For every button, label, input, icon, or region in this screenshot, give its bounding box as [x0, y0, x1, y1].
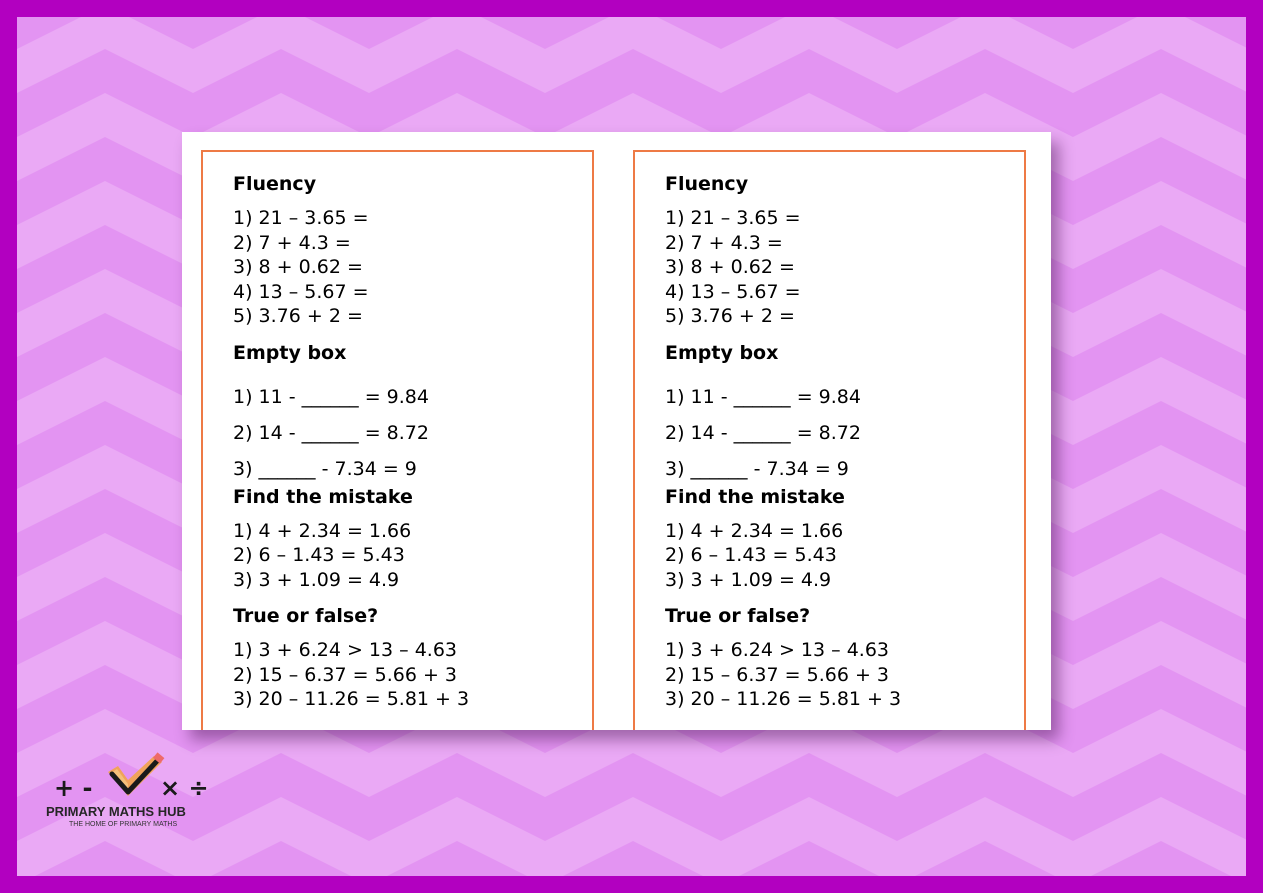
section-title-empty-box: Empty box — [233, 341, 347, 364]
section-title-true-false: True or false? — [233, 605, 379, 627]
chevron-band — [17, 841, 1246, 876]
worksheet-preview — [182, 132, 1051, 730]
question-line: 3) 8 + 0.62 = — [233, 256, 363, 278]
times-divide-symbols: × ÷ — [160, 774, 209, 802]
zigzag-background — [17, 17, 1246, 876]
section-title-find-mistake: Find the mistake — [233, 485, 413, 508]
question-line: 5) 3.76 + 2 = — [233, 305, 363, 327]
section-title-empty-box: Empty box — [665, 341, 779, 364]
question-line: 4) 13 – 5.67 = — [665, 280, 801, 303]
question-line: 3) 8 + 0.62 = — [665, 256, 795, 278]
section-title-true-false: True or false? — [665, 605, 811, 627]
question-line: 3) 20 – 11.26 = 5.81 + 3 — [665, 688, 902, 710]
question-line: 3) 3 + 1.09 = 4.9 — [233, 568, 400, 591]
worksheet-panel-right — [633, 150, 1026, 730]
question-line: 2) 7 + 4.3 = — [665, 231, 783, 254]
question-line: 3) ______ - 7.34 = 9 — [665, 457, 849, 480]
plus-minus-symbols: + - — [54, 774, 93, 802]
section-title-fluency: Fluency — [665, 173, 749, 195]
checkmark-pencil-icon — [104, 752, 166, 802]
question-line: 2) 14 - ______ = 8.72 — [665, 421, 861, 444]
question-line: 1) 4 + 2.34 = 1.66 — [233, 519, 412, 542]
worksheet-panel-left — [201, 150, 594, 730]
question-line: 2) 6 – 1.43 = 5.43 — [233, 544, 405, 566]
section-title-find-mistake: Find the mistake — [665, 485, 845, 508]
question-line: 2) 15 – 6.37 = 5.66 + 3 — [233, 663, 457, 686]
logo-brand-name: PRIMARY MATHS HUB — [46, 804, 186, 819]
question-line: 3) 3 + 1.09 = 4.9 — [665, 568, 832, 591]
question-line: 1) 3 + 6.24 > 13 – 4.63 — [233, 639, 457, 661]
question-line: 5) 3.76 + 2 = — [665, 305, 795, 327]
question-line: 3) 20 – 11.26 = 5.81 + 3 — [233, 688, 470, 710]
question-line: 2) 7 + 4.3 = — [233, 231, 351, 254]
primary-maths-hub-logo — [40, 752, 230, 832]
question-line: 1) 11 - ______ = 9.84 — [233, 385, 429, 408]
chevron-band — [17, 17, 1246, 49]
chevron-band — [17, 49, 1246, 137]
question-line: 2) 6 – 1.43 = 5.43 — [665, 544, 837, 566]
question-line: 1) 21 – 3.65 = — [233, 207, 369, 229]
question-line: 1) 21 – 3.65 = — [665, 207, 801, 229]
question-line: 1) 11 - ______ = 9.84 — [665, 385, 861, 408]
logo-tagline: THE HOME OF PRIMARY MATHS — [69, 821, 178, 828]
section-title-fluency: Fluency — [233, 173, 317, 195]
question-line: 1) 3 + 6.24 > 13 – 4.63 — [665, 639, 889, 661]
question-line: 2) 15 – 6.37 = 5.66 + 3 — [665, 663, 889, 686]
question-line: 1) 4 + 2.34 = 1.66 — [665, 519, 844, 542]
question-line: 4) 13 – 5.67 = — [233, 280, 369, 303]
question-line: 3) ______ - 7.34 = 9 — [233, 457, 417, 480]
question-line: 2) 14 - ______ = 8.72 — [233, 421, 429, 444]
